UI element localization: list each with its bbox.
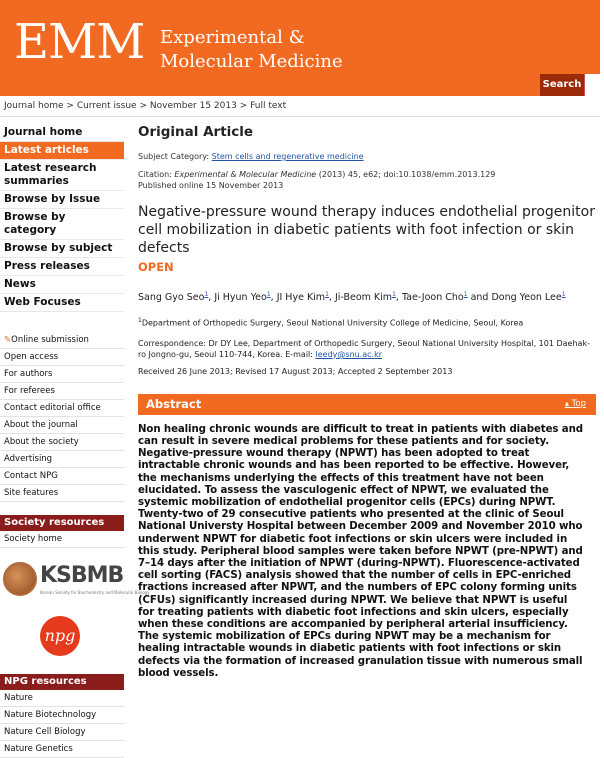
affiliation-number: 1 xyxy=(138,317,142,325)
subject-category xyxy=(138,151,596,162)
article-title: Negative-pressure wound therapy induces endothelial progenitor cell mobilization in diabetic patients with foot infection or skin defects xyxy=(138,204,595,256)
author-separator: , xyxy=(270,292,277,304)
breadcrumb-separator: > xyxy=(239,101,248,111)
author-name[interactable]: Ji-Beom Kim xyxy=(334,292,393,304)
correspondence xyxy=(138,338,596,360)
citation-details: (2013) 45, e62; doi:10.1038/emm.2013.129 xyxy=(318,170,496,179)
sidebar-online-submission[interactable] xyxy=(0,332,124,349)
sidebar-nature[interactable]: Nature xyxy=(0,690,124,707)
citation-journal: Experimental & Molecular Medicine xyxy=(174,170,317,179)
sidebar-open-access[interactable]: Open access xyxy=(0,349,124,366)
nav-browse-by-subject[interactable]: Browse by subject xyxy=(0,240,124,258)
sidebar-about-the-society[interactable]: About the society xyxy=(0,434,124,451)
breadcrumb xyxy=(4,101,286,111)
breadcrumb-current-issue[interactable]: Current issue xyxy=(76,101,137,111)
author-separator: , xyxy=(328,292,335,304)
arrow-up-icon: ▴ xyxy=(564,398,572,409)
correspondence-email-link[interactable]: leedy@snu.ac.kr xyxy=(315,349,383,359)
ksbmb-logo[interactable] xyxy=(0,556,150,610)
npg-resources-heading: NPG resources xyxy=(0,674,124,690)
emm-logo[interactable]: EMM xyxy=(14,14,145,70)
sidebar-society-home[interactable]: Society home xyxy=(0,531,124,548)
left-sidebar xyxy=(0,124,150,758)
author-separator: and xyxy=(467,292,492,304)
subject-category-link[interactable]: Stem cells and regenerative medicine xyxy=(211,152,364,161)
ksbmb-logo-subtitle: Korean Society for Biochemistry and Molecular Biology xyxy=(40,590,150,595)
header-divider xyxy=(0,116,600,117)
nav-latest-articles[interactable]: Latest articles xyxy=(0,142,124,160)
journal-name-line2: Molecular Medicine xyxy=(160,51,343,72)
article-type-heading: Original Article xyxy=(138,124,254,140)
sidebar-contact-editorial-office[interactable]: Contact editorial office xyxy=(0,400,124,417)
nav-press-releases[interactable]: Press releases xyxy=(0,258,124,276)
author-name[interactable]: Dong Yeon Lee xyxy=(491,292,562,304)
published-date: Published online 15 November 2013 xyxy=(138,181,284,190)
site-header xyxy=(0,0,600,96)
breadcrumb-separator: > xyxy=(66,101,74,111)
ksbmb-emblem-icon xyxy=(3,562,37,596)
abstract-text: Non healing chronic wounds are difficult to treat in patients with diabetes and can result in severe medical problems for these patients and for society. Negative-pressure wound therapy (NPWT) has been adopted to treat intractable chronic wounds and has been reported to be effective. However, the mechanisms underlying the effects of this treatment have not been elucidated. To assess the vasculogenic effect of NPWT, we evaluated the systemic mobilization of endothelial progenitor cells (EPCs) during NPWT. Twenty-two of 29 consecutive patients who presented at the clinic of Seoul National Universty Hospital between December 2009 and November 2010 who underwent NPWT for diabetic foot infections or skin ulcers were included in this study. Peripheral blood samples were taken before NPWT (pre-NPWT) and 7–14 days after the initiation of NPWT (during-NPWT). Fluorescence-activated cell sorting (FACS) analysis showed that the number of cells in EPC-enriched fractions increased after NPWT, and the numbers of EPC colony forming units (CFUs) significantly increased during NPWT. We believe that NPWT is useful for treating patients with diabetic foot infections and skin ulcers, especially when these conditions are accompanied by peripheral arterial insufficiency. The systemic mobilization of EPCs during NPWT may be a mechanism for healing intractable wounds in diabetic patients with foot infections or skin defects via the formation of increased granulation tissue with numerous small blood vessels. xyxy=(138,423,583,679)
journal-name-line1: Experimental & xyxy=(160,27,305,48)
sidebar-for-referees[interactable]: For referees xyxy=(0,383,124,400)
npg-logo[interactable] xyxy=(0,610,124,674)
search-input[interactable] xyxy=(584,74,604,96)
received-dates: Received 26 June 2013; Revised 17 August 2013; Accepted 2 September 2013 xyxy=(138,366,453,376)
nav-web-focuses[interactable]: Web Focuses xyxy=(0,294,124,312)
author-separator: , xyxy=(208,292,215,304)
society-resources-heading: Society resources xyxy=(0,515,124,531)
nav-browse-by-issue[interactable]: Browse by Issue xyxy=(0,191,124,209)
sidebar-spacer xyxy=(0,502,124,515)
sidebar-spacer xyxy=(0,312,124,332)
breadcrumb-full-text: Full text xyxy=(250,101,287,111)
ksbmb-logo-text: KSBMB xyxy=(40,563,124,588)
affiliation-link[interactable]: 1 xyxy=(463,291,468,298)
open-access-badge: OPEN xyxy=(138,260,174,274)
nav-browse-by-category[interactable]: Browse by category xyxy=(0,209,124,240)
affiliation-link[interactable]: 1 xyxy=(392,291,396,298)
pencil-icon: ✎ xyxy=(4,335,12,345)
author-name[interactable]: JI Hye Kim xyxy=(276,292,326,304)
sidebar-site-features[interactable]: Site features xyxy=(0,485,124,502)
sidebar-about-the-journal[interactable]: About the journal xyxy=(0,417,124,434)
author-name[interactable]: Sang Gyo Seo xyxy=(138,292,205,304)
abstract-heading: Abstract xyxy=(146,396,202,411)
sidebar-for-authors[interactable]: For authors xyxy=(0,366,124,383)
affiliation-link[interactable]: 1 xyxy=(561,291,566,298)
affiliation-text: Department of Orthopedic Surgery, Seoul National University College of Medicine, Seoul, Korea xyxy=(141,318,524,328)
online-submission-label: Online submission xyxy=(11,335,89,345)
abstract-header xyxy=(138,394,596,415)
affiliation-link[interactable]: 1 xyxy=(204,291,209,298)
citation-label: Citation: xyxy=(138,170,172,179)
article-main xyxy=(138,124,596,680)
top-link-label: Top xyxy=(571,398,586,409)
author-separator: , xyxy=(395,292,402,304)
sidebar-nature-cell-biology[interactable]: Nature Cell Biology xyxy=(0,724,124,741)
sidebar-advertising[interactable]: Advertising xyxy=(0,451,124,468)
breadcrumb-issue-date[interactable]: November 15 2013 xyxy=(149,101,237,111)
breadcrumb-separator: > xyxy=(139,101,148,111)
author-name[interactable]: Ji Hyun Yeo xyxy=(214,292,267,304)
citation xyxy=(138,169,596,180)
subject-category-label: Subject Category: xyxy=(138,152,210,161)
affiliation-link[interactable]: 1 xyxy=(325,291,329,298)
top-link[interactable] xyxy=(565,399,586,409)
npg-logo-text: npg xyxy=(40,616,80,656)
sidebar-nature-biotechnology[interactable]: Nature Biotechnology xyxy=(0,707,124,724)
correspondence-text: Correspondence: Dr DY Lee, Department of Orthopedic Surgery, Seoul National University Hospital, 101 Daehak-ro Jongno-gu, Seoul 110-744, Korea. E-mail: xyxy=(138,338,590,359)
nav-journal-home[interactable]: Journal home xyxy=(0,124,124,142)
sidebar-contact-npg[interactable]: Contact NPG xyxy=(0,468,124,485)
nav-news[interactable]: News xyxy=(0,276,124,294)
search-label: Search xyxy=(540,74,584,96)
sidebar-nature-genetics[interactable]: Nature Genetics xyxy=(0,741,124,758)
breadcrumb-journal-home[interactable]: Journal home xyxy=(4,101,64,111)
author-name[interactable]: Tae-Joon Cho xyxy=(401,292,464,304)
affiliation xyxy=(138,315,596,329)
author-list xyxy=(138,288,596,305)
nav-latest-research-summaries[interactable]: Latest research summaries xyxy=(0,160,124,191)
affiliation-link[interactable]: 1 xyxy=(266,291,271,298)
